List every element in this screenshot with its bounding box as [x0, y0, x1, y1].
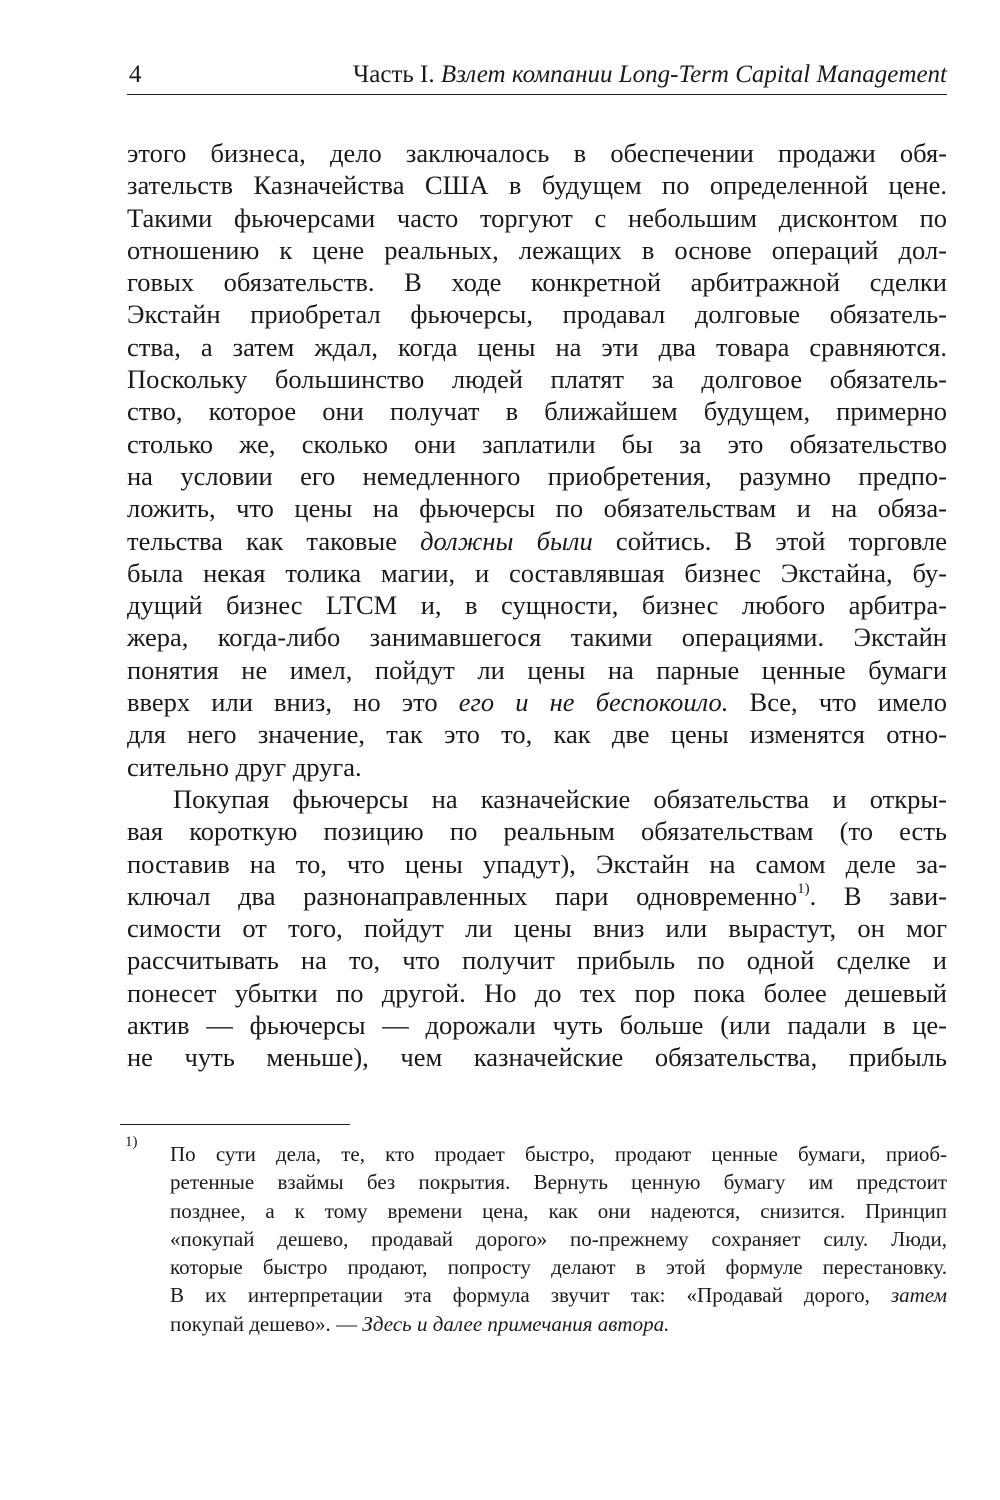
text-line: говых обязательств. В ходе конкретной арбитражной сделки	[127, 267, 947, 298]
text-line	[127, 880, 947, 912]
text-line: Экстайн приобретал фьючерсы, продавал долговые обязатель-	[127, 299, 947, 330]
text-line: понятия не имел, пойдут ли цены на парные ценные бумаги	[127, 654, 947, 685]
part-label: Часть I.	[353, 61, 441, 88]
text-line	[127, 525, 947, 557]
footnote-mark: 1)	[125, 1134, 138, 1150]
text-run: ключал два разнонаправленных пари одновременно	[127, 880, 798, 911]
text-line: ства, а затем ждал, когда цены на эти два товара сравняются.	[127, 331, 947, 362]
text-line: жера, когда-либо занимавшегося такими операциями. Экстайн	[127, 622, 947, 653]
running-title	[353, 60, 947, 90]
text-run: . В зави-	[809, 880, 947, 911]
part-title: Взлет компании Long-Term Capital Management	[440, 61, 947, 88]
footnote-line: позднее, а к тому времени цена, как они надеются, снизится. Принцип	[170, 1198, 947, 1223]
footnote-line: «покупай дешево, продавай дорого» по-прежнему сохраняет силу. Люди,	[170, 1226, 947, 1251]
footnote-reference[interactable]: 1)	[797, 880, 810, 897]
emphasis: должны были	[420, 525, 593, 556]
text-run: В их интерпретации эта формула звучит так: «Продавай дорого,	[170, 1283, 891, 1308]
text-line: сительно друг друга.	[127, 751, 362, 782]
text-line: дущий бизнес LTCM и, в сущности, бизнес любого арбитра-	[127, 590, 947, 621]
footnote-line: которые быстро продают, попросту делают в этой формуле перестановку.	[170, 1255, 947, 1280]
main-text	[127, 137, 947, 1074]
text-line: понесет убытки по другой. Но до тех пор пока более дешевый	[127, 977, 947, 1008]
emphasis: Здесь и далее примечания автора.	[362, 1311, 670, 1336]
footnote-line: По сути дела, те, кто продает быстро, продают ценные бумаги, приоб-	[170, 1142, 947, 1166]
text-line: столько же, сколько они заплатили бы за это обязательство	[127, 428, 947, 459]
text-line: симости от того, пойдут ли цены вниз или вырастут, он мог	[127, 913, 947, 944]
page-number: 4	[129, 61, 142, 88]
footnote-line	[170, 1281, 947, 1309]
text-line	[127, 686, 947, 718]
text-run: покупай дешево». —	[170, 1311, 363, 1336]
text-line: не чуть меньше), чем казначейские обязательства, прибыль	[127, 1042, 947, 1073]
text-line: этого бизнеса, дело заключалось в обеспечении продажи обя-	[127, 138, 947, 168]
text-line: ложить, что цены на фьючерсы по обязательствам и на обяза-	[127, 493, 947, 524]
text-line: актив — фьючерсы — дорожали чуть больше (или падали в це-	[127, 1010, 947, 1041]
text-line: вая короткую позицию по реальным обязательствам (то есть	[127, 816, 947, 847]
text-line: поставив на то, что цены упадут), Экстайн на самом деле за-	[127, 848, 947, 879]
footnote	[170, 1140, 947, 1338]
text-line: рассчитывать на то, что получит прибыль по одной сделке и	[127, 945, 947, 976]
text-run: Все, что имело	[728, 687, 947, 718]
text-run: сойтись. В этой торговле	[592, 525, 948, 556]
text-line: Покупая фьючерсы на казначейские обязательства и откры-	[173, 783, 947, 814]
emphasis: его и не беспокоило.	[458, 687, 729, 718]
text-run: вверх или вниз, но это	[127, 687, 459, 718]
footnote-line: ретенные взаймы без покрытия. Вернуть ценную бумагу им предстоит	[170, 1170, 947, 1195]
text-run: тельства как таковые	[127, 525, 421, 556]
text-line: зательств Казначейства США в будущем по определенной цене.	[127, 170, 947, 201]
text-line: на условии его немедленного приобретения, разумно предпо-	[127, 460, 947, 491]
running-head	[127, 58, 947, 95]
text-line: Такими фьючерсами часто торгуют с небольшим дисконтом по	[127, 202, 947, 233]
text-line: отношению к цене реальных, лежащих в основе операций дол-	[127, 234, 947, 265]
text-line: была некая толика магии, и составлявшая бизнес Экстайна, бу-	[127, 557, 947, 588]
text-line: для него значение, так это то, как две цены изменятся отно-	[127, 719, 947, 750]
footnote-divider	[120, 1124, 350, 1125]
footnote-line	[170, 1310, 947, 1338]
text-line: ство, которое они получат в ближайшем будущем, примерно	[127, 396, 947, 427]
emphasis: затем	[890, 1283, 947, 1308]
text-line: Поскольку большинство людей платят за долговое обязатель-	[127, 364, 947, 395]
